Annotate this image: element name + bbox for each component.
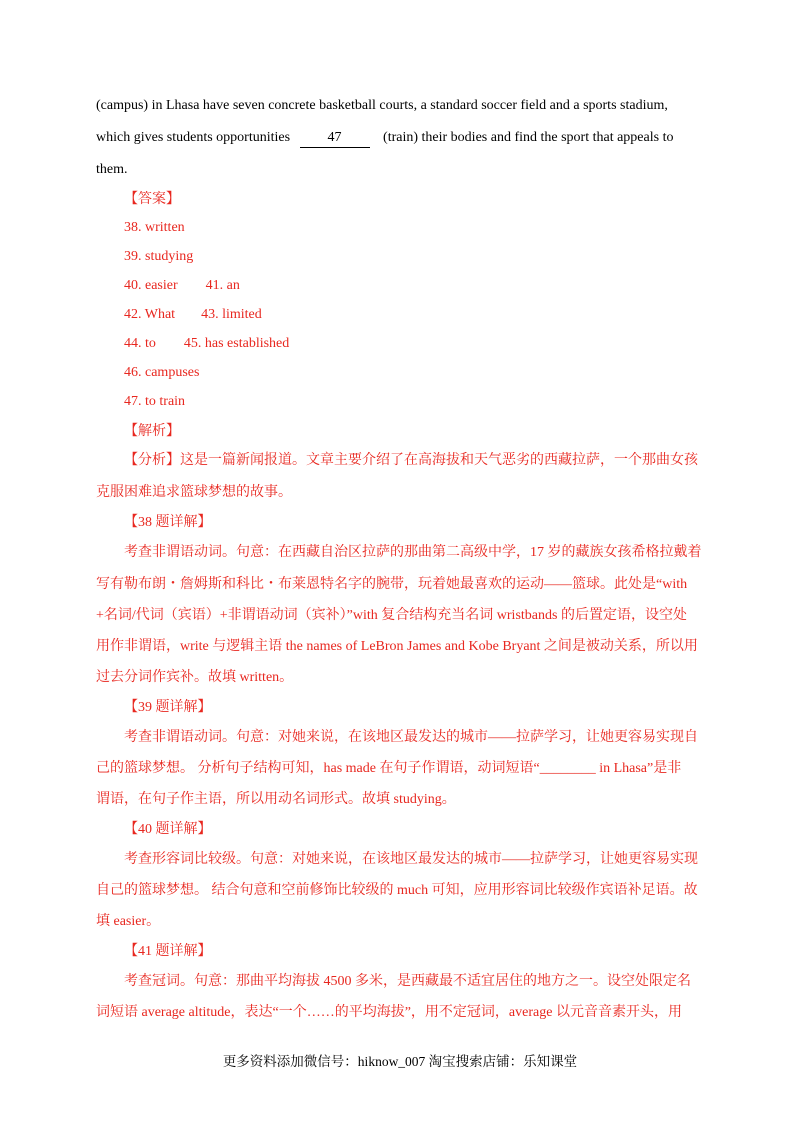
passage-line-3: them.	[96, 162, 128, 177]
answer-40: 40. easier	[124, 278, 178, 293]
passage-line-2-after: (train) their bodies and find the sport that appeals to	[383, 130, 674, 145]
answer-44: 44. to	[124, 336, 156, 351]
passage-line-1: (campus) in Lhasa have seven concrete basketball courts, a standard soccer field and a sports stadium,	[96, 98, 668, 113]
answer-row-42-43	[124, 306, 262, 324]
q38-title: 【38 题详解】	[124, 515, 212, 530]
q39-line-2	[96, 760, 681, 778]
q38-line-2: 写有勒布朗・詹姆斯和科比・布莱恩特名字的腕带，玩着她最喜欢的运动——篮球。此处是“with	[96, 577, 688, 592]
answer-row-40-41	[124, 277, 240, 295]
passage-line-2-before: which gives students opportunities	[96, 130, 291, 145]
q38-line-3: +名词/代词（宾语）+非谓语动词（宾补）”with 复合结构充当名词 wristbands 的后置定语，设空处	[96, 608, 687, 623]
answer-46: 46. campuses	[124, 365, 200, 380]
q39-title: 【39 题详解】	[124, 700, 212, 715]
answer-41: 41. an	[205, 278, 240, 293]
summary-line-1: 【分析】这是一篇新闻报道。文章主要介绍了在高海拔和天气恶劣的西藏拉萨，一个那曲女孩	[124, 453, 698, 468]
summary-line-2: 克服困难追求篮球梦想的故事。	[96, 485, 292, 500]
answer-45: 45. has established	[183, 336, 290, 351]
answer-43: 43. limited	[201, 307, 262, 322]
answer-47: 47. to train	[124, 394, 186, 409]
q38-line-4: 用作非谓语，write 与逻辑主语 the names of LeBron James and Kobe Bryant 之间是被动关系，所以用	[96, 639, 698, 654]
answer-38: 38. written	[124, 220, 185, 235]
analysis-header: 【解析】	[124, 424, 180, 439]
answer-row-44-45	[124, 335, 289, 353]
q39-blank: ________	[539, 761, 596, 776]
q40-title: 【40 题详解】	[124, 822, 212, 837]
blank-47: 47	[300, 129, 370, 148]
q41-line-2: 词短语 average altitude，表达“一个……的平均海拔”，用不定冠词，average 以元音音素开头，用	[96, 1005, 682, 1020]
q40-line-1: 考查形容词比较级。句意：对她来说，在该地区最发达的城市——拉萨学习，让她更容易实现	[124, 852, 698, 867]
passage-line-2	[96, 129, 673, 148]
q38-line-1: 考查非谓语动词。句意：在西藏自治区拉萨的那曲第二高级中学，17 岁的藏族女孩希格拉戴着	[124, 545, 702, 560]
q39-line-2-before: 己的篮球梦想。 分析句子结构可知，has made 在句子作谓语，动词短语“	[96, 761, 540, 776]
q38-line-5: 过去分词作宾补。故填 written。	[96, 670, 294, 685]
answer-39: 39. studying	[124, 249, 194, 264]
q39-line-3: 谓语，在句子作主语，所以用动名词形式。故填 studying。	[96, 792, 456, 807]
q40-line-2: 自己的篮球梦想。 结合句意和空前修饰比较级的 much 可知，应用形容词比较级作宾语补足语。故	[96, 883, 698, 898]
answer-header: 【答案】	[124, 192, 180, 207]
q41-title: 【41 题详解】	[124, 944, 212, 959]
answer-42: 42. What	[124, 307, 176, 322]
q40-line-3: 填 easier。	[96, 914, 161, 929]
q39-line-1: 考查非谓语动词。句意：对她来说，在该地区最发达的城市——拉萨学习，让她更容易实现自	[124, 730, 698, 745]
q39-line-2-after: in Lhasa”是非	[595, 761, 682, 776]
page-footer: 更多资料添加微信号：hiknow_007 淘宝搜索店铺：乐知课堂	[222, 1054, 578, 1069]
q41-line-1: 考查冠词。句意：那曲平均海拔 4500 多米，是西藏最不适宜居住的地方之一。设空处限定名	[124, 974, 691, 989]
